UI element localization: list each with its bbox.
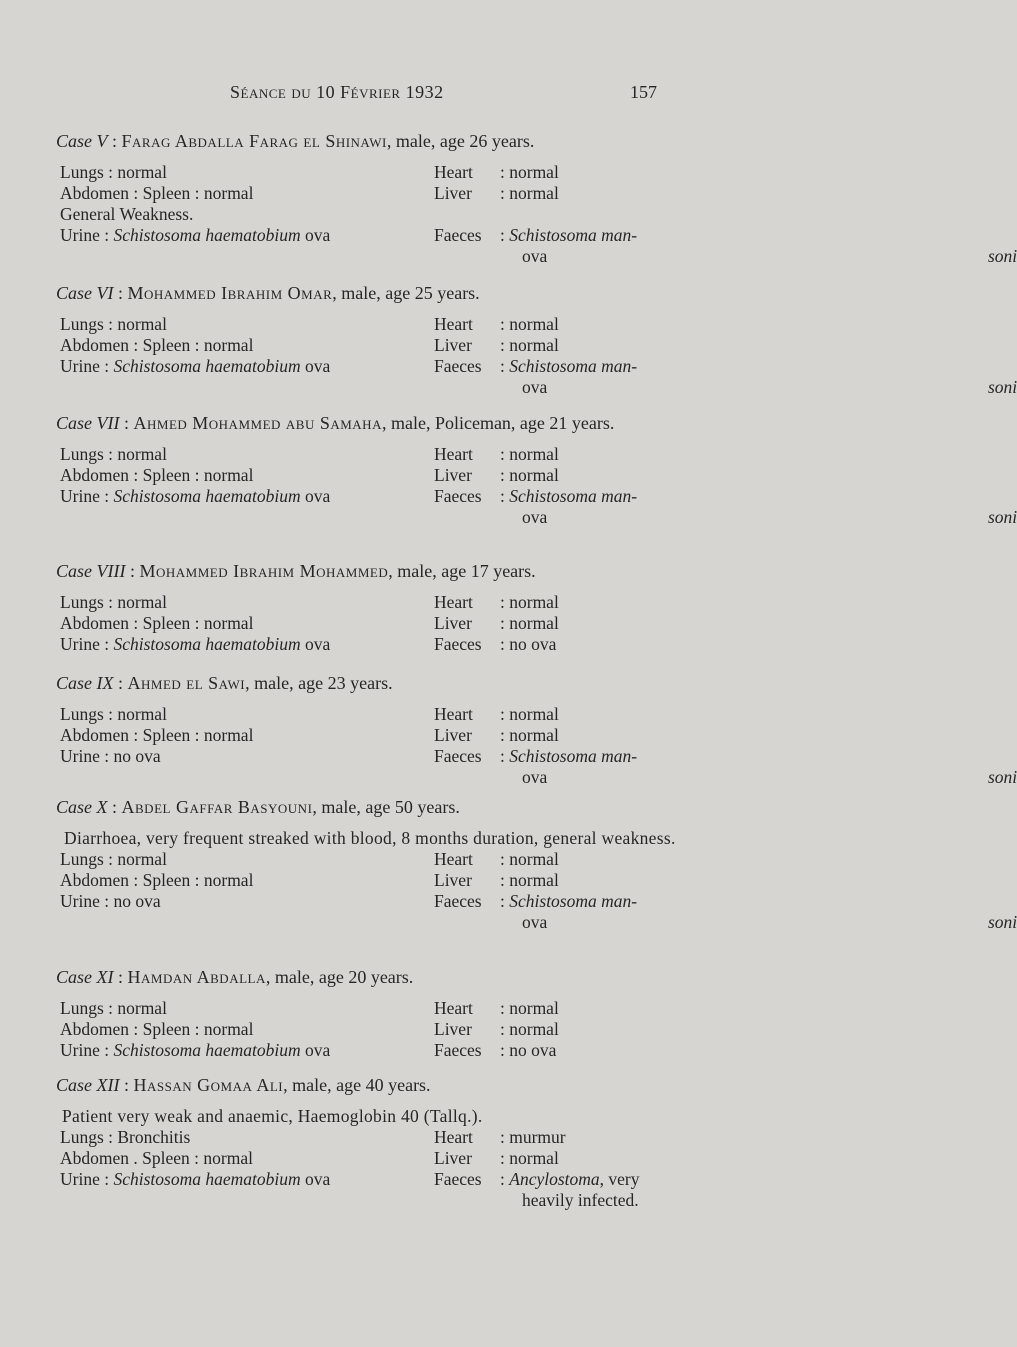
finding-left: Lungs : normal: [60, 592, 167, 612]
finding-value: : no ova: [500, 1040, 557, 1060]
finding-value: : murmur: [500, 1127, 566, 1147]
finding-value: : normal: [500, 183, 559, 203]
case-viii: [56, 560, 686, 655]
finding-value: : normal: [500, 613, 559, 633]
finding-left: Urine : Schistosoma haematobium ova: [60, 486, 331, 506]
case-xii: [56, 1074, 686, 1211]
finding-row: [56, 1019, 686, 1040]
finding-value: : Schistosoma man-: [500, 486, 638, 506]
case-ix: [56, 672, 1017, 788]
case-v: [56, 130, 1017, 267]
finding-left: Lungs : normal: [60, 998, 167, 1018]
finding-row: [56, 634, 686, 655]
finding-row: [56, 162, 686, 183]
finding-value: : Schistosoma man-: [500, 891, 638, 911]
finding-key: Heart: [434, 314, 473, 334]
findings: [56, 444, 1017, 528]
case-label: Case VII: [56, 413, 120, 433]
case-label: Case X: [56, 797, 108, 817]
case-details: , male, age 26 years.: [386, 131, 535, 151]
finding-key: Liver: [434, 183, 472, 203]
finding-key: Faeces: [434, 1169, 482, 1189]
finding-row: [56, 465, 686, 486]
finding-value: : normal: [500, 725, 559, 745]
finding-value: : Ancylostoma, very: [500, 1169, 640, 1189]
finding-key: Liver: [434, 335, 472, 355]
findings: [56, 314, 1017, 398]
finding-left: Urine : Schistosoma haematobium ova: [60, 225, 331, 245]
finding-left: Lungs : normal: [60, 444, 167, 464]
finding-row: [56, 592, 686, 613]
finding-left: Abdomen : Spleen : normal: [60, 183, 254, 203]
page-header: [0, 82, 800, 108]
finding-row: [56, 1040, 686, 1061]
finding-left: Urine : Schistosoma haematobium ova: [60, 634, 331, 654]
finding-value: : normal: [500, 592, 559, 612]
patient-name: Mohammed Ibrahim Mohammed: [139, 561, 389, 581]
finding-left: General Weakness.: [60, 204, 194, 224]
case-title: Case X : Abdel Gaffar Basyouni, male, age 50 years.: [56, 797, 460, 817]
finding-key: Liver: [434, 1148, 472, 1168]
finding-row: [56, 314, 686, 335]
finding-left: Urine : Schistosoma haematobium ova: [60, 1169, 331, 1189]
finding-key: Faeces: [434, 1040, 482, 1060]
case-title: Case V : Farag Abdalla Farag el Shinawi, male, age 26 years.: [56, 131, 535, 151]
finding-key: Heart: [434, 849, 473, 869]
finding-left: Urine : no ova: [60, 746, 161, 766]
case-xi: [56, 966, 686, 1061]
findings: [56, 592, 686, 655]
finding-value: : normal: [500, 162, 559, 182]
case-title: Case VI : Mohammed Ibrahim Omar, male, age 25 years.: [56, 283, 480, 303]
patient-name: Ahmed Mohammed abu Samaha: [133, 413, 382, 433]
findings: [56, 704, 1017, 788]
finding-value: : normal: [500, 465, 559, 485]
finding-continuation: soni ova: [522, 767, 1017, 787]
finding-value: : normal: [500, 444, 559, 464]
finding-row: [56, 725, 686, 746]
finding-row: [56, 746, 686, 767]
patient-name: Ahmed el Sawi: [127, 673, 246, 693]
finding-continuation: soni ova: [522, 912, 1017, 932]
finding-row: [56, 204, 686, 225]
finding-key: Heart: [434, 592, 473, 612]
case-label: Case VIII: [56, 561, 126, 581]
case-details: , male, age 17 years.: [388, 561, 536, 581]
finding-left: Abdomen : Spleen : normal: [60, 870, 254, 890]
finding-row: [56, 849, 686, 870]
finding-key: Heart: [434, 704, 473, 724]
finding-row: [56, 1127, 686, 1148]
finding-left: Lungs : Bronchitis: [60, 1127, 191, 1147]
finding-row: [56, 870, 686, 891]
findings: [56, 998, 686, 1061]
page-number: 157: [630, 82, 657, 102]
finding-continuation: soni ova: [522, 507, 1017, 527]
finding-value: : normal: [500, 998, 559, 1018]
finding-key: Faeces: [434, 891, 482, 911]
patient-name: Farag Abdalla Farag el Shinawi: [121, 131, 387, 151]
finding-value: : Schistosoma man-: [500, 356, 638, 376]
finding-row: [56, 486, 686, 507]
finding-key: Faeces: [434, 634, 482, 654]
case-title: Case VIII : Mohammed Ibrahim Mohammed, male, age 17 years.: [56, 561, 536, 581]
finding-key: Faeces: [434, 486, 482, 506]
case-label: Case IX: [56, 673, 114, 693]
case-details: , male, age 20 years.: [265, 967, 414, 987]
patient-name: Mohammed Ibrahim Omar: [127, 283, 333, 303]
finding-left: Abdomen : Spleen : normal: [60, 335, 254, 355]
patient-name: Abdel Gaffar Basyouni: [121, 797, 313, 817]
case-details: , male, age 25 years.: [332, 283, 480, 303]
finding-left: Urine : Schistosoma haematobium ova: [60, 1040, 331, 1060]
finding-continuation: soni ova: [522, 246, 1017, 266]
finding-value: : Schistosoma man-: [500, 225, 638, 245]
case-x: [56, 796, 1017, 933]
finding-left: Urine : no ova: [60, 891, 161, 911]
finding-value: : normal: [500, 1148, 559, 1168]
finding-key: Heart: [434, 444, 473, 464]
finding-left: Lungs : normal: [60, 314, 167, 334]
finding-row: [56, 613, 686, 634]
finding-value: : normal: [500, 335, 559, 355]
case-title: Case XII : Hassan Gomaa Ali, male, age 40 years.: [56, 1075, 431, 1095]
finding-key: Faeces: [434, 225, 482, 245]
case-label: Case XI: [56, 967, 114, 987]
finding-left: Lungs : normal: [60, 704, 167, 724]
finding-key: Liver: [434, 1019, 472, 1039]
finding-value: : normal: [500, 704, 559, 724]
finding-left: Abdomen : Spleen : normal: [60, 725, 254, 745]
case-title: Case XI : Hamdan Abdalla, male, age 20 years.: [56, 967, 414, 987]
running-head: Séance du 10 Février 1932: [230, 82, 444, 102]
finding-key: Liver: [434, 870, 472, 890]
findings: [56, 162, 1017, 267]
case-label: Case V: [56, 131, 108, 151]
finding-key: Heart: [434, 998, 473, 1018]
case-details: , male, Policeman, age 21 years.: [381, 413, 615, 433]
finding-row: [56, 335, 686, 356]
finding-key: Heart: [434, 162, 473, 182]
case-details: , male, age 23 years.: [245, 673, 393, 693]
finding-key: Liver: [434, 613, 472, 633]
case-label: Case VI: [56, 283, 114, 303]
finding-left: Abdomen : Spleen : normal: [60, 613, 254, 633]
finding-row: [56, 704, 686, 725]
finding-value: : no ova: [500, 634, 557, 654]
finding-continuation: soni ova: [522, 377, 1017, 397]
finding-value: : normal: [500, 1019, 559, 1039]
finding-row: [56, 356, 686, 377]
finding-key: Heart: [434, 1127, 473, 1147]
finding-row: [56, 183, 686, 204]
case-details: , male, age 50 years.: [312, 797, 460, 817]
finding-left: Abdomen : Spleen : normal: [60, 1019, 254, 1039]
clinical-note: Patient very weak and anaemic, Haemoglobin 40 (Tallq.).: [62, 1106, 483, 1126]
finding-left: Abdomen : Spleen : normal: [60, 465, 254, 485]
case-details: , male, age 40 years.: [283, 1075, 431, 1095]
case-vii: [56, 412, 1017, 528]
finding-left: Lungs : normal: [60, 162, 167, 182]
patient-name: Hamdan Abdalla: [127, 967, 266, 987]
finding-key: Liver: [434, 465, 472, 485]
finding-left: Urine : Schistosoma haematobium ova: [60, 356, 331, 376]
finding-left: Abdomen . Spleen : normal: [60, 1148, 253, 1168]
clinical-note: Diarrhoea, very frequent streaked with blood, 8 months duration, general weakness.: [64, 828, 676, 848]
finding-row: [56, 1148, 686, 1169]
finding-value: : Schistosoma man-: [500, 746, 638, 766]
findings: [56, 1127, 686, 1211]
finding-key: Faeces: [434, 746, 482, 766]
finding-continuation: heavily infected.: [522, 1190, 639, 1210]
finding-row: [56, 225, 686, 246]
finding-row: [56, 1169, 686, 1190]
finding-row: [56, 998, 686, 1019]
finding-left: Lungs : normal: [60, 849, 167, 869]
case-vi: [56, 282, 1017, 398]
finding-value: : normal: [500, 870, 559, 890]
finding-key: Liver: [434, 725, 472, 745]
findings: [56, 849, 1017, 933]
case-title: Case VII : Ahmed Mohammed abu Samaha, male, Policeman, age 21 years.: [56, 413, 615, 433]
finding-key: Faeces: [434, 356, 482, 376]
patient-name: Hassan Gomaa Ali: [133, 1075, 284, 1095]
finding-row: [56, 444, 686, 465]
finding-value: : normal: [500, 314, 559, 334]
case-label: Case XII: [56, 1075, 120, 1095]
finding-row: [56, 891, 686, 912]
case-title: Case IX : Ahmed el Sawi, male, age 23 years.: [56, 673, 393, 693]
finding-value: : normal: [500, 849, 559, 869]
